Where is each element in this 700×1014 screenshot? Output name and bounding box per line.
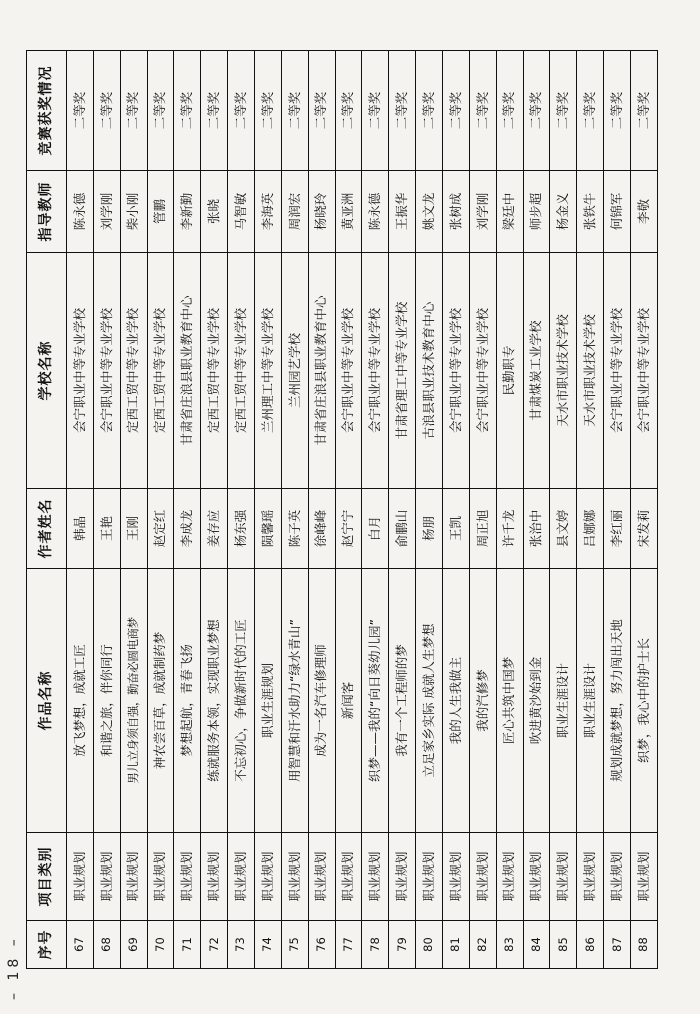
page-number-text: – 18 – — [6, 935, 22, 1000]
cell-award: 二等奖 — [174, 51, 201, 171]
cell-no: 87 — [604, 921, 631, 969]
cell-school: 民勤职专 — [496, 253, 523, 489]
cell-award: 二等奖 — [604, 51, 631, 171]
cell-teacher: 王振华 — [389, 171, 416, 253]
cell-author: 韩晶 — [67, 489, 94, 569]
cell-category: 职业规划 — [496, 833, 523, 921]
cell-award: 二等奖 — [416, 51, 443, 171]
cell-category: 职业规划 — [308, 833, 335, 921]
cell-author: 宋发莉 — [631, 489, 658, 569]
cell-work: 放飞梦想，成就工匠 — [67, 569, 94, 833]
cell-work: 神农尝百草，成就制药梦 — [147, 569, 174, 833]
cell-award: 二等奖 — [308, 51, 335, 171]
cell-award: 二等奖 — [120, 51, 147, 171]
table-row — [577, 51, 604, 969]
cell-school: 兰州理工中等专业学校 — [255, 253, 282, 489]
table-row — [93, 51, 120, 969]
cell-work: 立足家乡实际 成就人生梦想 — [416, 569, 443, 833]
cell-author: 王艳 — [93, 489, 120, 569]
cell-school: 会宁职业中等专业学校 — [93, 253, 120, 489]
table-row — [120, 51, 147, 969]
cell-teacher: 柴小刚 — [120, 171, 147, 253]
cell-school: 兰州园艺学校 — [281, 253, 308, 489]
award-table — [26, 50, 658, 969]
header-work: 作品名称 — [27, 569, 67, 833]
cell-award: 二等奖 — [550, 51, 577, 171]
cell-teacher: 何锦军 — [604, 171, 631, 253]
header-no: 序号 — [27, 921, 67, 969]
table-row — [281, 51, 308, 969]
table-row — [416, 51, 443, 969]
cell-work: 练就服务本领，实现职业梦想 — [201, 569, 228, 833]
cell-category: 职业规划 — [631, 833, 658, 921]
cell-teacher: 张铁牛 — [577, 171, 604, 253]
cell-award: 二等奖 — [443, 51, 470, 171]
cell-work: 新闻客 — [335, 569, 362, 833]
cell-no: 76 — [308, 921, 335, 969]
cell-no: 78 — [362, 921, 389, 969]
cell-category: 职业规划 — [147, 833, 174, 921]
table-body — [67, 51, 658, 969]
cell-teacher: 杨晓玲 — [308, 171, 335, 253]
cell-teacher: 周润宏 — [281, 171, 308, 253]
table-row — [201, 51, 228, 969]
cell-award: 二等奖 — [469, 51, 496, 171]
cell-award: 二等奖 — [335, 51, 362, 171]
cell-author: 县文婷 — [550, 489, 577, 569]
cell-category: 职业规划 — [523, 833, 550, 921]
cell-no: 67 — [67, 921, 94, 969]
cell-school: 古浪县职业技术教育中心 — [416, 253, 443, 489]
cell-school: 会宁职业中等专业学校 — [469, 253, 496, 489]
cell-teacher: 姚文龙 — [416, 171, 443, 253]
cell-work: 男儿立身须自强，勤奋必圆电商梦 — [120, 569, 147, 833]
cell-category: 职业规划 — [362, 833, 389, 921]
table-row — [389, 51, 416, 969]
cell-teacher: 黄亚洲 — [335, 171, 362, 253]
cell-award: 二等奖 — [228, 51, 255, 171]
cell-teacher: 李新勤 — [174, 171, 201, 253]
cell-work: 匠心共筑中国梦 — [496, 569, 523, 833]
cell-teacher: 张晓 — [201, 171, 228, 253]
table-row — [147, 51, 174, 969]
cell-school: 甘肃煤炭工业学校 — [523, 253, 550, 489]
table-row — [308, 51, 335, 969]
cell-award: 二等奖 — [496, 51, 523, 171]
table-row — [469, 51, 496, 969]
cell-award: 二等奖 — [281, 51, 308, 171]
cell-category: 职业规划 — [416, 833, 443, 921]
cell-award: 二等奖 — [255, 51, 282, 171]
cell-teacher: 陈永德 — [362, 171, 389, 253]
cell-work: 织梦——我的“向日葵幼儿园” — [362, 569, 389, 833]
cell-category: 职业规划 — [93, 833, 120, 921]
cell-teacher: 刘学刚 — [469, 171, 496, 253]
cell-award: 二等奖 — [577, 51, 604, 171]
cell-school: 会宁职业中等专业学校 — [335, 253, 362, 489]
cell-teacher: 陈永德 — [67, 171, 94, 253]
cell-category: 职业规划 — [443, 833, 470, 921]
cell-school: 天水市职业技术学校 — [577, 253, 604, 489]
cell-author: 杨东强 — [228, 489, 255, 569]
cell-no: 70 — [147, 921, 174, 969]
cell-teacher: 师步超 — [523, 171, 550, 253]
cell-work: 和谐之旅，伴你同行 — [93, 569, 120, 833]
header-teacher: 指导教师 — [27, 171, 67, 253]
award-table-container — [26, 51, 658, 969]
cell-award: 二等奖 — [523, 51, 550, 171]
cell-school: 会宁职业中等专业学校 — [631, 253, 658, 489]
cell-category: 职业规划 — [228, 833, 255, 921]
cell-author: 王刚 — [120, 489, 147, 569]
cell-teacher: 马智敏 — [228, 171, 255, 253]
cell-work: 我的人生我做主 — [443, 569, 470, 833]
table-row — [362, 51, 389, 969]
cell-no: 68 — [93, 921, 120, 969]
cell-school: 定西工贸中等专业学校 — [120, 253, 147, 489]
cell-award: 二等奖 — [147, 51, 174, 171]
cell-award: 二等奖 — [67, 51, 94, 171]
table-row — [523, 51, 550, 969]
cell-category: 职业规划 — [335, 833, 362, 921]
table-row — [335, 51, 362, 969]
cell-work: 职业生涯设计 — [577, 569, 604, 833]
cell-school: 会宁职业中等专业学校 — [443, 253, 470, 489]
cell-category: 职业规划 — [469, 833, 496, 921]
cell-teacher: 张树成 — [443, 171, 470, 253]
cell-no: 79 — [389, 921, 416, 969]
cell-no: 80 — [416, 921, 443, 969]
cell-work: 织梦，我心中的护士长 — [631, 569, 658, 833]
cell-no: 75 — [281, 921, 308, 969]
cell-award: 二等奖 — [389, 51, 416, 171]
cell-author: 杨朋 — [416, 489, 443, 569]
cell-author: 赵宁宁 — [335, 489, 362, 569]
table-row — [631, 51, 658, 969]
cell-no: 83 — [496, 921, 523, 969]
cell-work: 不忘初心，争做新时代的工匠 — [228, 569, 255, 833]
cell-school: 甘肃省庄浪县职业教育中心 — [308, 253, 335, 489]
page-number — [0, 930, 30, 1014]
cell-author: 许千龙 — [496, 489, 523, 569]
cell-teacher: 梁廷中 — [496, 171, 523, 253]
cell-teacher: 管鹏 — [147, 171, 174, 253]
cell-no: 88 — [631, 921, 658, 969]
cell-author: 俞鹏山 — [389, 489, 416, 569]
cell-teacher: 杨金义 — [550, 171, 577, 253]
cell-author: 徐峰峰 — [308, 489, 335, 569]
cell-award: 二等奖 — [201, 51, 228, 171]
cell-category: 职业规划 — [604, 833, 631, 921]
cell-teacher: 刘学刚 — [93, 171, 120, 253]
cell-no: 72 — [201, 921, 228, 969]
cell-award: 二等奖 — [93, 51, 120, 171]
cell-no: 84 — [523, 921, 550, 969]
cell-no: 77 — [335, 921, 362, 969]
table-row — [496, 51, 523, 969]
header-category: 项目类别 — [27, 833, 67, 921]
cell-no: 85 — [550, 921, 577, 969]
cell-author: 陈子英 — [281, 489, 308, 569]
cell-author: 吕娜娜 — [577, 489, 604, 569]
cell-no: 69 — [120, 921, 147, 969]
cell-author: 李红丽 — [604, 489, 631, 569]
cell-work: 成为一名汽车修理师 — [308, 569, 335, 833]
header-author: 作者姓名 — [27, 489, 67, 569]
cell-work: 梦想起航，青春飞扬 — [174, 569, 201, 833]
cell-school: 定西工贸中等专业学校 — [147, 253, 174, 489]
cell-work: 规划成就梦想，努力闯出天地 — [604, 569, 631, 833]
cell-school: 会宁职业中等专业学校 — [362, 253, 389, 489]
cell-school: 定西工贸中等专业学校 — [228, 253, 255, 489]
cell-no: 82 — [469, 921, 496, 969]
cell-author: 李成龙 — [174, 489, 201, 569]
cell-category: 职业规划 — [389, 833, 416, 921]
cell-author: 王凯 — [443, 489, 470, 569]
cell-work: 我的汽修梦 — [469, 569, 496, 833]
table-row — [443, 51, 470, 969]
cell-no: 81 — [443, 921, 470, 969]
cell-work: 我有一个工程师的梦 — [389, 569, 416, 833]
header-school: 学校名称 — [27, 253, 67, 489]
table-row — [228, 51, 255, 969]
cell-school: 甘肃省理工中等专业学校 — [389, 253, 416, 489]
cell-no: 86 — [577, 921, 604, 969]
cell-author: 张治中 — [523, 489, 550, 569]
cell-category: 职业规划 — [201, 833, 228, 921]
cell-no: 71 — [174, 921, 201, 969]
cell-no: 74 — [255, 921, 282, 969]
table-row — [255, 51, 282, 969]
cell-work: 用智慧和汗水助力“绿水青山” — [281, 569, 308, 833]
header-award: 竞赛获奖情况 — [27, 51, 67, 171]
cell-school: 定西工贸中等专业学校 — [201, 253, 228, 489]
table-header-row — [27, 51, 67, 969]
cell-category: 职业规划 — [174, 833, 201, 921]
cell-category: 职业规划 — [255, 833, 282, 921]
cell-school: 会宁职业中等专业学校 — [604, 253, 631, 489]
cell-work: 职业生涯规划 — [255, 569, 282, 833]
cell-work: 吹进黄沙始到金 — [523, 569, 550, 833]
cell-category: 职业规划 — [550, 833, 577, 921]
cell-author: 姜存应 — [201, 489, 228, 569]
cell-work: 职业生涯设计 — [550, 569, 577, 833]
cell-category: 职业规划 — [120, 833, 147, 921]
table-row — [604, 51, 631, 969]
cell-award: 二等奖 — [362, 51, 389, 171]
cell-category: 职业规划 — [67, 833, 94, 921]
cell-teacher: 李海英 — [255, 171, 282, 253]
cell-teacher: 李敬 — [631, 171, 658, 253]
cell-category: 职业规划 — [281, 833, 308, 921]
cell-award: 二等奖 — [631, 51, 658, 171]
table-row — [67, 51, 94, 969]
cell-author: 赵定红 — [147, 489, 174, 569]
cell-author: 陨馨瑶 — [255, 489, 282, 569]
cell-school: 天水市职业技术学校 — [550, 253, 577, 489]
table-row — [174, 51, 201, 969]
table-row — [550, 51, 577, 969]
cell-no: 73 — [228, 921, 255, 969]
cell-school: 会宁职业中等专业学校 — [67, 253, 94, 489]
cell-author: 白月 — [362, 489, 389, 569]
cell-author: 周正旭 — [469, 489, 496, 569]
cell-school: 甘肃省庄浪县职业教育中心 — [174, 253, 201, 489]
cell-category: 职业规划 — [577, 833, 604, 921]
